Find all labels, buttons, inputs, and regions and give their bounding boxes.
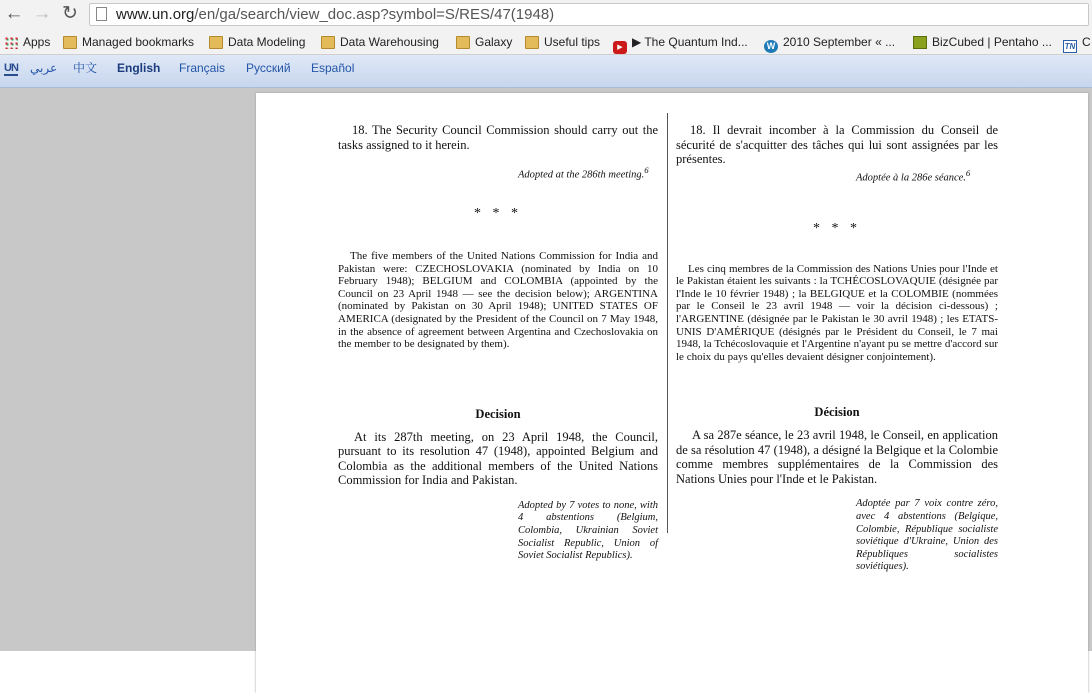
fr-paragraph-18: 18. Il devrait incomber à la Commission du Conseil de sécurité de s'acquitter des tâches qui lui sont assignées par les présentes. bbox=[676, 123, 998, 166]
document-viewer[interactable] bbox=[0, 88, 1092, 651]
fr-adopted-votes: Adoptée par 7 voix contre zéro, avec 4 abstentions (Belgique, Colombie, République socialiste soviétique d'Ukraine, Union des Républiques socialistes soviétiques). bbox=[856, 498, 998, 573]
en-adopted-286-text: Adopted at the 286th meeting. bbox=[518, 169, 645, 181]
column-divider bbox=[667, 113, 668, 533]
lang-french[interactable]: Français bbox=[179, 61, 226, 75]
fr-separator-stars: * * * bbox=[813, 220, 861, 236]
en-adopted-286 bbox=[518, 164, 658, 182]
en-members-paragraph: The five members of the United Nations Commission for India and Pakistan were: CZECHOSLOVAKIA (nominated by India on 10 February 1948); BELGIUM and COLOMBIA (appointed by the Council on 23 April 1948 — see the decision below); ARGENTINA (nominated by Pakistan on 30 April 1948); UNITED STATES OF AMERICA (designated by the President of the Council on 7 May 1948, in the absence of agreement between Argentina and Czechoslovakia on the member to be designated by them). bbox=[338, 250, 658, 351]
bookmark-label: BizCubed | Pentaho ... bbox=[932, 35, 1052, 49]
bookmark-quantum[interactable] bbox=[613, 34, 748, 50]
bookmark-tn[interactable] bbox=[1063, 34, 1091, 50]
document-page bbox=[256, 93, 1088, 693]
fr-decision-heading: Décision bbox=[814, 405, 860, 420]
address-url[interactable] bbox=[116, 5, 554, 25]
bookmark-bizcubed[interactable] bbox=[913, 34, 1052, 50]
lang-spanish[interactable]: Español bbox=[311, 61, 355, 75]
lang-chinese[interactable]: 中文 bbox=[73, 61, 98, 75]
en-footnote-ref: 6 bbox=[644, 165, 649, 175]
language-bar bbox=[0, 55, 1092, 88]
page-icon bbox=[96, 7, 107, 21]
french-column bbox=[676, 123, 998, 574]
bookmark-label: 2010 September « ... bbox=[783, 35, 896, 49]
url-path: /en/ga/search/view_doc.asp?symbol=S/RES/47(1948) bbox=[194, 6, 555, 23]
fr-adopted-286-text: Adoptée à la 286e séance. bbox=[856, 172, 966, 183]
fr-footnote-ref: 6 bbox=[965, 167, 971, 178]
en-decision-heading: Decision bbox=[475, 406, 521, 421]
bookmarks-bar bbox=[0, 30, 1092, 55]
folder-icon bbox=[63, 36, 77, 49]
bookmark-label: ▶ The Quantum Ind... bbox=[632, 35, 748, 49]
bookmark-galaxy[interactable] bbox=[456, 34, 512, 50]
english-column bbox=[338, 123, 658, 563]
bookmark-label: Data Modeling bbox=[228, 35, 306, 49]
lang-russian[interactable]: Русский bbox=[246, 61, 291, 75]
bookmark-data-warehousing[interactable] bbox=[321, 34, 439, 50]
en-separator-stars: * * * bbox=[474, 206, 522, 222]
cube-icon bbox=[913, 36, 927, 49]
bookmark-label: Useful tips bbox=[544, 35, 601, 49]
wordpress-icon: W bbox=[764, 40, 778, 53]
en-adopted-votes: Adopted by 7 votes to none, with 4 abstentions (Belgium, Colombia, Ukrainian Soviet Socialist Republic, Union of Soviet Socialist Republics). bbox=[518, 499, 658, 562]
bookmark-2010-september[interactable] bbox=[764, 34, 895, 50]
folder-icon bbox=[456, 36, 470, 49]
bookmark-label: Apps bbox=[23, 35, 51, 49]
bookmark-label: C bbox=[1082, 35, 1091, 49]
lang-english[interactable]: English bbox=[117, 61, 161, 75]
lang-arabic[interactable]: عربي bbox=[30, 61, 58, 75]
tn-icon: TN bbox=[1064, 42, 1076, 51]
bookmark-label: Data Warehousing bbox=[340, 35, 439, 49]
en-decision-paragraph: At its 287th meeting, on 23 April 1948, the Council, pursuant to its resolution 47 (1948), appointed Belgium and Colombia as the additional members of the United Nations Commission for India and Pakistan. bbox=[338, 429, 658, 488]
en-paragraph-18: 18. The Security Council Commission should carry out the tasks assigned to it herein. bbox=[338, 123, 658, 152]
fr-adopted-286 bbox=[856, 167, 998, 185]
bookmark-managed[interactable] bbox=[63, 34, 194, 50]
bookmark-label: Managed bookmarks bbox=[82, 35, 195, 49]
youtube-icon: ▶ bbox=[613, 41, 627, 54]
folder-icon bbox=[321, 36, 335, 49]
fr-members-paragraph: Les cinq membres de la Commission des Nations Unies pour l'Inde et le Pakistan étaient les suivants : la TCHÉCOSLOVAQUIE (désignée par l'Inde le 10 février 1948) ; la BELGIQUE et la COLOMBIE (nommées par le Conseil le 23 avril 1948 — voir la décision ci-dessous) ; l'ARGENTINE (désignée par le Pakistan le 30 avril 1948) ; les ETATS-UNIS D'AMÉRIQUE (désignés par le Président du Conseil, le 7 mai 1948, la Tchécoslovaquie et l'Argentine n'ayant pu se mettre d'accord sur le choix du pays qu'elles devaient désigner conjointement). bbox=[676, 262, 998, 363]
apps-icon bbox=[4, 36, 18, 49]
folder-icon bbox=[525, 36, 539, 49]
forward-button[interactable]: → bbox=[32, 3, 52, 24]
url-host: www.un.org bbox=[116, 6, 195, 23]
back-button[interactable]: ← bbox=[4, 3, 24, 24]
bookmark-label: Galaxy bbox=[475, 35, 513, 49]
browser-toolbar bbox=[0, 0, 1092, 31]
bookmark-useful-tips[interactable] bbox=[525, 34, 600, 50]
bookmark-apps[interactable] bbox=[4, 34, 50, 50]
reload-button[interactable]: ↻ bbox=[62, 3, 78, 24]
address-bar[interactable] bbox=[89, 3, 1089, 26]
fr-decision-paragraph: A sa 287e séance, le 23 avril 1948, le Conseil, en application de sa résolution 47 (1948), a désigné la Belgique et la Colombie comme membres supplémentaires de la Commission des Nations Unies pour l'Inde et le Pakistan. bbox=[676, 428, 998, 486]
un-logo[interactable]: UN bbox=[4, 62, 18, 74]
folder-icon bbox=[209, 36, 223, 49]
bookmark-data-modeling[interactable] bbox=[209, 34, 305, 50]
